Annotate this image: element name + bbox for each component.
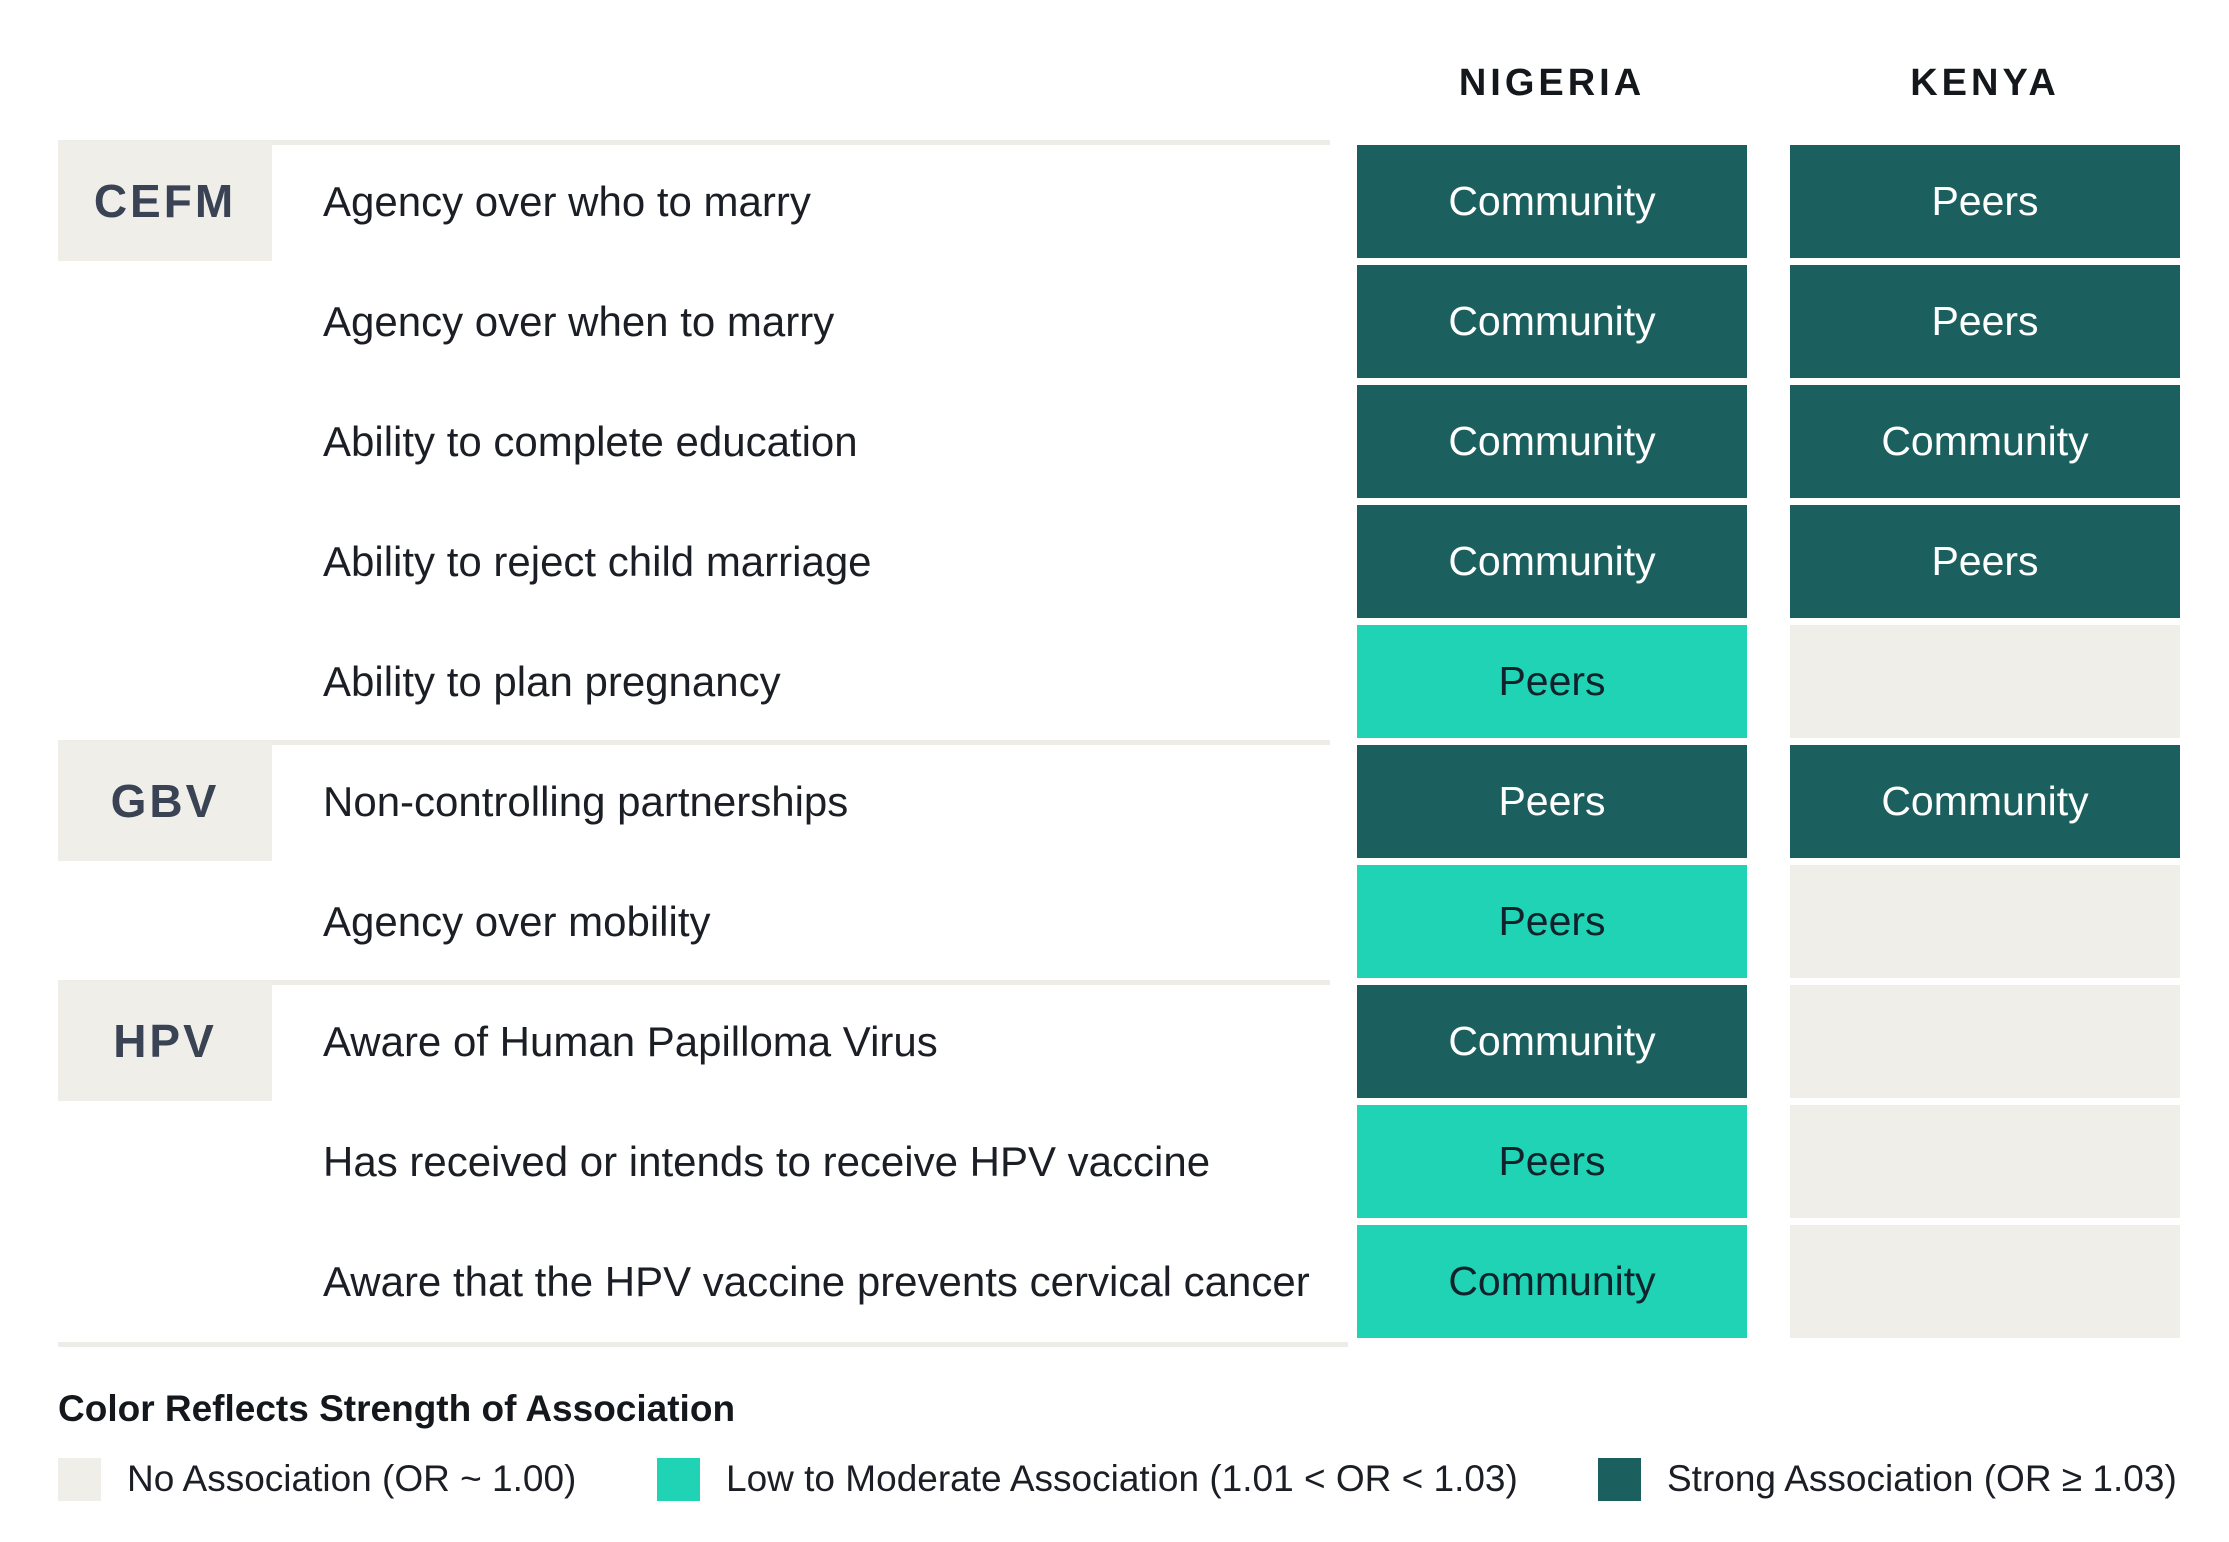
cell-kenya xyxy=(1790,865,2180,978)
legend-swatch xyxy=(1598,1458,1641,1501)
cell-nigeria: Peers xyxy=(1357,625,1747,738)
table-bottom-separator xyxy=(58,1342,1348,1347)
cell-nigeria: Peers xyxy=(1357,865,1747,978)
column-header: NIGERIA xyxy=(1458,62,1646,104)
group-label: CEFM xyxy=(58,141,272,261)
row-label: Aware of Human Papilloma Virus xyxy=(323,1018,938,1065)
legend-item xyxy=(657,1457,1518,1501)
row-label: Agency over mobility xyxy=(323,898,711,945)
row-label: Ability to plan pregnancy xyxy=(323,658,781,705)
row-label: Has received or intends to receive HPV vaccine xyxy=(323,1138,1211,1185)
row-label: Agency over who to marry xyxy=(323,178,811,225)
cell-kenya: Peers xyxy=(1790,505,2180,618)
legend-title: Color Reflects Strength of Association xyxy=(58,1388,736,1429)
row-label: Agency over when to marry xyxy=(323,298,835,345)
cell-kenya xyxy=(1790,1225,2180,1338)
legend-swatch xyxy=(58,1458,101,1501)
legend-label: No Association (OR ~ 1.00) xyxy=(127,1458,577,1499)
row-label: Ability to reject child marriage xyxy=(323,538,872,585)
cell-kenya xyxy=(1790,625,2180,738)
cell-kenya: Community xyxy=(1790,385,2180,498)
row-label: Ability to complete education xyxy=(323,418,858,465)
cell-nigeria: Peers xyxy=(1357,745,1747,858)
cell-nigeria: Community xyxy=(1357,385,1747,498)
cell-nigeria: Peers xyxy=(1357,1105,1747,1218)
legend-label: Low to Moderate Association (1.01 < OR < 1.03) xyxy=(726,1458,1518,1499)
cell-kenya xyxy=(1790,1105,2180,1218)
cell-kenya: Community xyxy=(1790,745,2180,858)
legend-item xyxy=(1598,1457,2177,1501)
cell-kenya xyxy=(1790,985,2180,1098)
row-label: Non-controlling partnerships xyxy=(323,778,849,825)
cell-nigeria: Community xyxy=(1357,505,1747,618)
cell-nigeria: Community xyxy=(1357,145,1747,258)
cell-kenya: Peers xyxy=(1790,265,2180,378)
group-label: HPV xyxy=(58,981,272,1101)
cell-nigeria: Community xyxy=(1357,265,1747,378)
cell-nigeria: Community xyxy=(1357,985,1747,1098)
column-header: KENYA xyxy=(1910,62,2060,104)
cell-nigeria: Community xyxy=(1357,1225,1747,1338)
cell-kenya: Peers xyxy=(1790,145,2180,258)
legend-item xyxy=(58,1457,576,1501)
legend-label: Strong Association (OR ≥ 1.03) xyxy=(1667,1458,2177,1499)
legend-swatch xyxy=(657,1458,700,1501)
row-label: Aware that the HPV vaccine prevents cervical cancer xyxy=(323,1258,1310,1305)
group-label: GBV xyxy=(58,741,272,861)
